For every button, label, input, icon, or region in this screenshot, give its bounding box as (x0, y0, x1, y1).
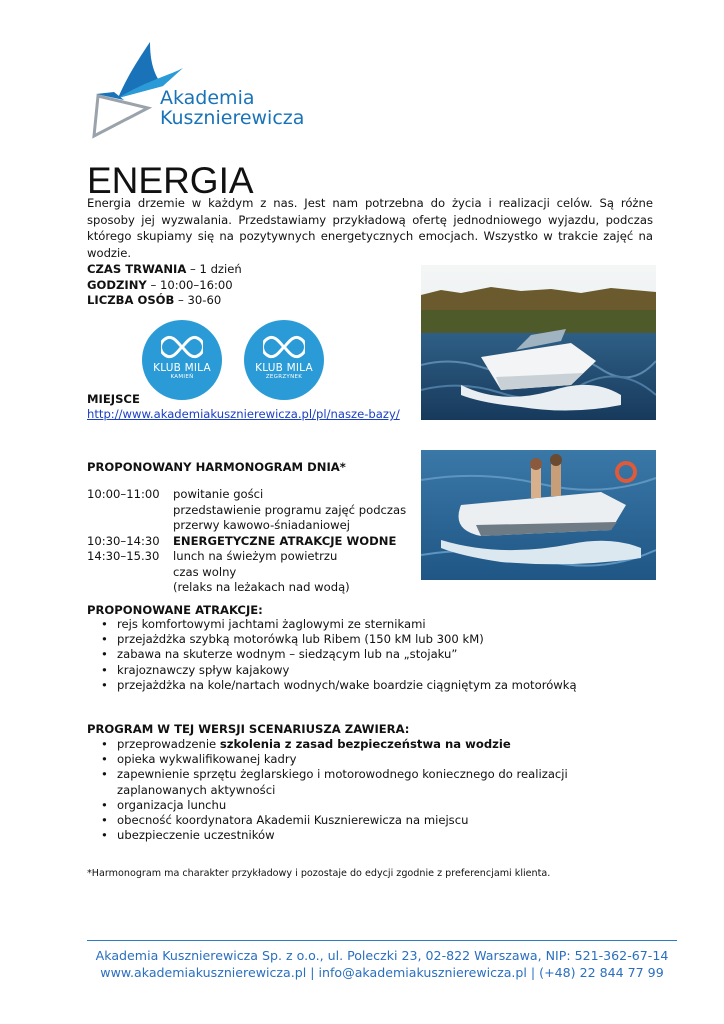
logo-line1: Akademia (160, 87, 255, 109)
list-item: • krajoznawczy spływ kajakowy (87, 663, 667, 678)
list-item: • obecność koordynatora Akademii Kusznierewicza na miejscu (87, 813, 647, 828)
motorboat-photo (421, 265, 656, 420)
list-item: • ubezpieczenie uczestników (87, 828, 647, 843)
schedule-row: 10:30–14:30 ENERGETYCZNE ATRAKCJE WODNE (87, 533, 397, 548)
list-item: • przejażdżka szybką motorówką lub Ribem (150 kM lub 300 kM) (87, 632, 667, 647)
logo-line2: Kusznierewicza (160, 107, 305, 129)
schedule-row: 10:00–11:00 powitanie gości (87, 487, 264, 501)
list-item: • zapewnienie sprzętu żeglarskiego i motorowodnego koniecznego do realizacji zaplanowanych aktywności (87, 767, 647, 797)
knot-icon (161, 333, 203, 361)
page-title: ENERGIA (87, 160, 254, 201)
fact-people: LICZBA OSÓB – 30-60 (87, 293, 222, 307)
logo-text (160, 88, 304, 128)
list-item: • opieka wykwalifikowanej kadry (87, 752, 647, 767)
schedule-row: przerwy kawowo-śniadaniowej (173, 518, 350, 532)
list-item: • przejażdżka na kole/nartach wodnych/wake boardzie ciągniętym za motorówką (87, 678, 667, 693)
schedule-heading: PROPONOWANY HARMONOGRAM DNIA* (87, 460, 346, 474)
schedule-row: przedstawienie programu zajęć podczas (173, 502, 407, 517)
facts (87, 262, 242, 309)
knot-icon (263, 333, 305, 361)
schedule-row: 14:30–15.30 lunch na świeżym powietrzu (87, 549, 338, 563)
club-badge-kamien: KLUB MILA KAMIEŃ (142, 320, 222, 400)
fact-hours: GODZINY – 10:00–16:00 (87, 277, 233, 292)
schedule-list (87, 487, 406, 596)
program-list (87, 737, 647, 843)
list-item: • rejs komfortowymi jachtami żaglowymi ze sternikami (87, 617, 667, 632)
intro-paragraph: Energia drzemie w każdym z nas. Jest nam potrzebna do życia i realizacji celów. Są różne sposoby jej wyzwalania. Przedstawiamy przykładową ofertę jednodniowego wyjazdu, podczas którego skupiamy się na pozytywnych energetycznych emocjach. Wszystko w trakcie zajęć na wodzie. (87, 196, 653, 260)
fact-duration: CZAS TRWANIA – 1 dzień (87, 262, 242, 276)
program-heading: PROGRAM W TEJ WERSJI SCENARIUSZA ZAWIERA: (87, 722, 410, 736)
footer-contact: www.akademiakusznierewicza.pl | info@akademiakusznierewicza.pl | (+48) 22 844 77 99 (100, 965, 664, 980)
attractions-heading: PROPONOWANE ATRAKCJE: (87, 603, 263, 617)
list-item: • zabawa na skuterze wodnym – siedzącym lub na „stojaku” (87, 647, 667, 662)
footer-address: Akademia Kusznierewicza Sp. z o.o., ul. Poleczki 23, 02-822 Warszawa, NIP: 521-362-67-14 (95, 948, 669, 963)
location-block (87, 392, 400, 422)
rib-boat-photo (421, 450, 656, 580)
footer-divider (87, 940, 677, 941)
list-item: • organizacja lunchu (87, 798, 647, 813)
location-label: MIEJSCE (87, 392, 140, 406)
footnote: *Harmonogram ma charakter przykładowy i pozostaje do edycji zgodnie z preferencjami klienta. (87, 868, 551, 879)
schedule-row: czas wolny (173, 564, 237, 579)
club-badge-zegrzynek: KLUB MILA ZEGRZYNEK (244, 320, 324, 400)
location-link[interactable]: http://www.akademiakusznierewicza.pl/pl/nasze-bazy/ (87, 407, 400, 421)
attractions-list (87, 617, 667, 693)
list-item: • przeprowadzenie szkolenia z zasad bezpieczeństwa na wodzie (87, 737, 647, 752)
schedule-row: (relaks na leżakach nad wodą) (173, 580, 350, 594)
